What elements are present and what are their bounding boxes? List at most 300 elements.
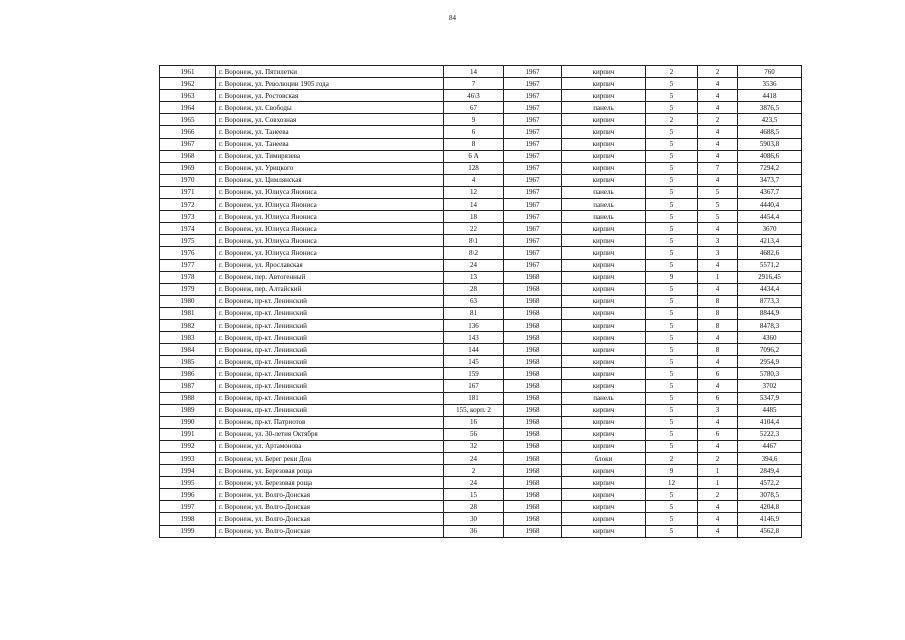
row-number-cell: 1978 <box>160 271 216 283</box>
address-cell: г. Воронеж, пр-кт. Ленинский <box>216 295 444 307</box>
row-number-cell: 1964 <box>160 102 216 114</box>
wall-material-cell: кирпич <box>562 259 646 271</box>
area-cell: 4688,5 <box>738 126 802 138</box>
row-number-cell: 1998 <box>160 513 216 525</box>
row-number-cell: 1982 <box>160 319 216 331</box>
floors-cell: 5 <box>646 295 698 307</box>
entrances-cell: 4 <box>698 513 738 525</box>
wall-material-cell: кирпич <box>562 428 646 440</box>
table-row <box>160 489 802 501</box>
row-number-cell: 1968 <box>160 150 216 162</box>
address-cell: г. Воронеж, ул. Волго-Донская <box>216 513 444 525</box>
table-row <box>160 368 802 380</box>
wall-material-cell: кирпич <box>562 126 646 138</box>
wall-material-cell: кирпич <box>562 114 646 126</box>
wall-material-cell: панель <box>562 199 646 211</box>
row-number-cell: 1992 <box>160 440 216 452</box>
entrances-cell: 4 <box>698 525 738 537</box>
house-number-cell: 56 <box>444 428 504 440</box>
row-number-cell: 1974 <box>160 223 216 235</box>
area-cell: 2954,9 <box>738 356 802 368</box>
house-number-cell: 24 <box>444 477 504 489</box>
row-number-cell: 1994 <box>160 465 216 477</box>
house-number-cell: 128 <box>444 162 504 174</box>
row-number-cell: 1997 <box>160 501 216 513</box>
table-row <box>160 307 802 319</box>
area-cell: 5780,3 <box>738 368 802 380</box>
table-body <box>160 66 802 538</box>
house-number-cell: 167 <box>444 380 504 392</box>
row-number-cell: 1996 <box>160 489 216 501</box>
build-year-cell: 1968 <box>504 513 562 525</box>
entrances-cell: 5 <box>698 211 738 223</box>
wall-material-cell: кирпич <box>562 332 646 344</box>
floors-cell: 5 <box>646 525 698 537</box>
wall-material-cell: кирпич <box>562 319 646 331</box>
wall-material-cell: кирпич <box>562 465 646 477</box>
wall-material-cell: кирпич <box>562 223 646 235</box>
house-number-cell: 9 <box>444 114 504 126</box>
table-row <box>160 283 802 295</box>
house-number-cell: 28 <box>444 501 504 513</box>
entrances-cell: 4 <box>698 416 738 428</box>
area-cell: 4562,8 <box>738 525 802 537</box>
entrances-cell: 3 <box>698 235 738 247</box>
wall-material-cell: кирпич <box>562 416 646 428</box>
table-row <box>160 380 802 392</box>
build-year-cell: 1968 <box>504 392 562 404</box>
table-row <box>160 162 802 174</box>
floors-cell: 5 <box>646 356 698 368</box>
build-year-cell: 1967 <box>504 186 562 198</box>
entrances-cell: 5 <box>698 186 738 198</box>
build-year-cell: 1967 <box>504 138 562 150</box>
entrances-cell: 8 <box>698 344 738 356</box>
build-year-cell: 1968 <box>504 416 562 428</box>
entrances-cell: 4 <box>698 150 738 162</box>
house-number-cell: 143 <box>444 332 504 344</box>
address-cell: г. Воронеж, пр-кт. Патриотов <box>216 416 444 428</box>
table-row <box>160 102 802 114</box>
entrances-cell: 5 <box>698 199 738 211</box>
address-cell: г. Воронеж, пр-кт. Ленинский <box>216 380 444 392</box>
area-cell: 4682,6 <box>738 247 802 259</box>
row-number-cell: 1987 <box>160 380 216 392</box>
table-row <box>160 78 802 90</box>
table-row <box>160 453 802 465</box>
build-year-cell: 1967 <box>504 66 562 78</box>
build-year-cell: 1967 <box>504 235 562 247</box>
floors-cell: 5 <box>646 404 698 416</box>
house-number-cell: 14 <box>444 199 504 211</box>
floors-cell: 5 <box>646 211 698 223</box>
row-number-cell: 1986 <box>160 368 216 380</box>
row-number-cell: 1990 <box>160 416 216 428</box>
house-number-cell: 28 <box>444 283 504 295</box>
wall-material-cell: кирпич <box>562 307 646 319</box>
build-year-cell: 1968 <box>504 295 562 307</box>
entrances-cell: 3 <box>698 247 738 259</box>
floors-cell: 5 <box>646 90 698 102</box>
entrances-cell: 6 <box>698 428 738 440</box>
table-row <box>160 332 802 344</box>
floors-cell: 5 <box>646 162 698 174</box>
build-year-cell: 1967 <box>504 90 562 102</box>
table-row <box>160 428 802 440</box>
address-cell: г. Воронеж, ул. Артамонова <box>216 440 444 452</box>
build-year-cell: 1968 <box>504 501 562 513</box>
floors-cell: 5 <box>646 319 698 331</box>
area-cell: 5571,2 <box>738 259 802 271</box>
area-cell: 4086,6 <box>738 150 802 162</box>
floors-cell: 5 <box>646 223 698 235</box>
table-row <box>160 465 802 477</box>
address-cell: г. Воронеж, пр-кт. Ленинский <box>216 368 444 380</box>
house-number-cell: 14 <box>444 66 504 78</box>
build-year-cell: 1967 <box>504 150 562 162</box>
build-year-cell: 1968 <box>504 344 562 356</box>
table-row <box>160 150 802 162</box>
house-number-cell: 12 <box>444 186 504 198</box>
floors-cell: 5 <box>646 392 698 404</box>
house-number-cell: 32 <box>444 440 504 452</box>
row-number-cell: 1995 <box>160 477 216 489</box>
wall-material-cell: кирпич <box>562 501 646 513</box>
build-year-cell: 1967 <box>504 174 562 186</box>
area-cell: 7294,2 <box>738 162 802 174</box>
house-number-cell: 81 <box>444 307 504 319</box>
area-cell: 4454,4 <box>738 211 802 223</box>
area-cell: 4434,4 <box>738 283 802 295</box>
wall-material-cell: кирпич <box>562 513 646 525</box>
area-cell: 4440,4 <box>738 199 802 211</box>
area-cell: 4467 <box>738 440 802 452</box>
row-number-cell: 1975 <box>160 235 216 247</box>
house-number-cell: 24 <box>444 259 504 271</box>
table-row <box>160 477 802 489</box>
table-row <box>160 199 802 211</box>
entrances-cell: 4 <box>698 138 738 150</box>
build-year-cell: 1967 <box>504 126 562 138</box>
row-number-cell: 1971 <box>160 186 216 198</box>
area-cell: 4572,2 <box>738 477 802 489</box>
area-cell: 4360 <box>738 332 802 344</box>
house-number-cell: 155, корп. 2 <box>444 404 504 416</box>
table-row <box>160 440 802 452</box>
table-row <box>160 392 802 404</box>
row-number-cell: 1962 <box>160 78 216 90</box>
row-number-cell: 1973 <box>160 211 216 223</box>
address-cell: г. Воронеж, пр-кт. Ленинский <box>216 404 444 416</box>
row-number-cell: 1967 <box>160 138 216 150</box>
build-year-cell: 1968 <box>504 477 562 489</box>
area-cell: 2916,45 <box>738 271 802 283</box>
entrances-cell: 4 <box>698 126 738 138</box>
build-year-cell: 1968 <box>504 307 562 319</box>
area-cell: 394,6 <box>738 453 802 465</box>
wall-material-cell: кирпич <box>562 150 646 162</box>
table-row <box>160 90 802 102</box>
entrances-cell: 1 <box>698 271 738 283</box>
floors-cell: 12 <box>646 477 698 489</box>
table-row <box>160 114 802 126</box>
area-cell: 5347,9 <box>738 392 802 404</box>
address-cell: г. Воронеж, пр-кт. Ленинский <box>216 344 444 356</box>
row-number-cell: 1993 <box>160 453 216 465</box>
house-number-cell: 159 <box>444 368 504 380</box>
page-number: 84 <box>449 14 456 22</box>
entrances-cell: 3 <box>698 404 738 416</box>
address-cell: г. Воронеж, ул. Урицкого <box>216 162 444 174</box>
table-row <box>160 211 802 223</box>
address-cell: г. Воронеж, ул. Юлиуса Янониса <box>216 199 444 211</box>
wall-material-cell: кирпич <box>562 477 646 489</box>
area-cell: 4485 <box>738 404 802 416</box>
address-cell: г. Воронеж, ул. Юлиуса Янониса <box>216 223 444 235</box>
wall-material-cell: кирпич <box>562 138 646 150</box>
row-number-cell: 1991 <box>160 428 216 440</box>
address-cell: г. Воронеж, пр-кт. Ленинский <box>216 356 444 368</box>
table-row <box>160 416 802 428</box>
floors-cell: 5 <box>646 259 698 271</box>
floors-cell: 5 <box>646 428 698 440</box>
wall-material-cell: кирпич <box>562 404 646 416</box>
entrances-cell: 8 <box>698 295 738 307</box>
area-cell: 2849,4 <box>738 465 802 477</box>
build-year-cell: 1968 <box>504 332 562 344</box>
floors-cell: 5 <box>646 440 698 452</box>
area-cell: 4367,7 <box>738 186 802 198</box>
wall-material-cell: кирпич <box>562 247 646 259</box>
housing-registry-table <box>159 65 802 538</box>
entrances-cell: 4 <box>698 501 738 513</box>
floors-cell: 5 <box>646 138 698 150</box>
address-cell: г. Воронеж, ул. Свободы <box>216 102 444 114</box>
table-row <box>160 223 802 235</box>
address-cell: г. Воронеж, ул. Танеева <box>216 126 444 138</box>
house-number-cell: 63 <box>444 295 504 307</box>
area-cell: 4204,8 <box>738 501 802 513</box>
row-number-cell: 1965 <box>160 114 216 126</box>
entrances-cell: 4 <box>698 223 738 235</box>
build-year-cell: 1968 <box>504 440 562 452</box>
table-row <box>160 247 802 259</box>
address-cell: г. Воронеж, ул. Ярославская <box>216 259 444 271</box>
table-row <box>160 356 802 368</box>
area-cell: 3876,5 <box>738 102 802 114</box>
area-cell: 3473,7 <box>738 174 802 186</box>
house-number-cell: 6 А <box>444 150 504 162</box>
row-number-cell: 1999 <box>160 525 216 537</box>
row-number-cell: 1985 <box>160 356 216 368</box>
address-cell: г. Воронеж, ул. Ростовская <box>216 90 444 102</box>
area-cell: 3078,5 <box>738 489 802 501</box>
address-cell: г. Воронеж, ул. Юлиуса Янониса <box>216 211 444 223</box>
area-cell: 5222,3 <box>738 428 802 440</box>
entrances-cell: 4 <box>698 380 738 392</box>
floors-cell: 5 <box>646 489 698 501</box>
house-number-cell: 8\1 <box>444 235 504 247</box>
wall-material-cell: панель <box>562 211 646 223</box>
row-number-cell: 1977 <box>160 259 216 271</box>
wall-material-cell: кирпич <box>562 356 646 368</box>
floors-cell: 5 <box>646 102 698 114</box>
row-number-cell: 1980 <box>160 295 216 307</box>
entrances-cell: 6 <box>698 368 738 380</box>
address-cell: г. Воронеж, ул. Совхозная <box>216 114 444 126</box>
row-number-cell: 1981 <box>160 307 216 319</box>
entrances-cell: 4 <box>698 332 738 344</box>
address-cell: г. Воронеж, пр-кт. Ленинский <box>216 319 444 331</box>
house-number-cell: 22 <box>444 223 504 235</box>
area-cell: 8478,3 <box>738 319 802 331</box>
row-number-cell: 1972 <box>160 199 216 211</box>
build-year-cell: 1968 <box>504 525 562 537</box>
address-cell: г. Воронеж, пер. Алтайский <box>216 283 444 295</box>
entrances-cell: 4 <box>698 356 738 368</box>
house-number-cell: 30 <box>444 513 504 525</box>
build-year-cell: 1968 <box>504 404 562 416</box>
table-row <box>160 259 802 271</box>
floors-cell: 5 <box>646 150 698 162</box>
floors-cell: 5 <box>646 501 698 513</box>
address-cell: г. Воронеж, ул. Цимлянская <box>216 174 444 186</box>
area-cell: 3670 <box>738 223 802 235</box>
floors-cell: 5 <box>646 307 698 319</box>
entrances-cell: 2 <box>698 66 738 78</box>
address-cell: г. Воронеж, ул. Березовая роща <box>216 465 444 477</box>
wall-material-cell: кирпич <box>562 162 646 174</box>
address-cell: г. Воронеж, ул. Юлиуса Янониса <box>216 235 444 247</box>
area-cell: 8773,3 <box>738 295 802 307</box>
house-number-cell: 18 <box>444 211 504 223</box>
floors-cell: 5 <box>646 186 698 198</box>
table-row <box>160 525 802 537</box>
address-cell: г. Воронеж, пр-кт. Ленинский <box>216 307 444 319</box>
address-cell: г. Воронеж, ул. 30-летия Октября <box>216 428 444 440</box>
build-year-cell: 1968 <box>504 380 562 392</box>
area-cell: 5903,8 <box>738 138 802 150</box>
row-number-cell: 1976 <box>160 247 216 259</box>
row-number-cell: 1966 <box>160 126 216 138</box>
floors-cell: 2 <box>646 66 698 78</box>
address-cell: г. Воронеж, ул. Волго-Донская <box>216 501 444 513</box>
build-year-cell: 1967 <box>504 223 562 235</box>
address-cell: г. Воронеж, ул. Юлиуса Янониса <box>216 186 444 198</box>
wall-material-cell: кирпич <box>562 380 646 392</box>
address-cell: г. Воронеж, ул. Тимирязева <box>216 150 444 162</box>
build-year-cell: 1967 <box>504 211 562 223</box>
area-cell: 8844,9 <box>738 307 802 319</box>
floors-cell: 5 <box>646 344 698 356</box>
entrances-cell: 4 <box>698 90 738 102</box>
floors-cell: 5 <box>646 174 698 186</box>
row-number-cell: 1983 <box>160 332 216 344</box>
wall-material-cell: кирпич <box>562 283 646 295</box>
floors-cell: 5 <box>646 416 698 428</box>
table-row <box>160 295 802 307</box>
build-year-cell: 1967 <box>504 247 562 259</box>
address-cell: г. Воронеж, пер. Автогенный <box>216 271 444 283</box>
table-row <box>160 138 802 150</box>
entrances-cell: 4 <box>698 78 738 90</box>
area-cell: 4146,9 <box>738 513 802 525</box>
address-cell: г. Воронеж, пр-кт. Ленинский <box>216 392 444 404</box>
table-row <box>160 319 802 331</box>
address-cell: г. Воронеж, ул. Березовая роща <box>216 477 444 489</box>
address-cell: г. Воронеж, ул. Пятилетки <box>216 66 444 78</box>
build-year-cell: 1968 <box>504 319 562 331</box>
address-cell: г. Воронеж, ул. Юлиуса Янониса <box>216 247 444 259</box>
row-number-cell: 1979 <box>160 283 216 295</box>
row-number-cell: 1984 <box>160 344 216 356</box>
house-number-cell: 8\2 <box>444 247 504 259</box>
floors-cell: 5 <box>646 513 698 525</box>
build-year-cell: 1968 <box>504 453 562 465</box>
floors-cell: 2 <box>646 453 698 465</box>
entrances-cell: 2 <box>698 453 738 465</box>
floors-cell: 5 <box>646 332 698 344</box>
area-cell: 3536 <box>738 78 802 90</box>
build-year-cell: 1967 <box>504 102 562 114</box>
row-number-cell: 1988 <box>160 392 216 404</box>
entrances-cell: 7 <box>698 162 738 174</box>
floors-cell: 2 <box>646 114 698 126</box>
area-cell: 423,5 <box>738 114 802 126</box>
address-cell: г. Воронеж, ул. Берег реки Дон <box>216 453 444 465</box>
row-number-cell: 1963 <box>160 90 216 102</box>
area-cell: 4213,4 <box>738 235 802 247</box>
build-year-cell: 1968 <box>504 356 562 368</box>
house-number-cell: 144 <box>444 344 504 356</box>
wall-material-cell: кирпич <box>562 368 646 380</box>
house-number-cell: 16 <box>444 416 504 428</box>
entrances-cell: 4 <box>698 440 738 452</box>
wall-material-cell: кирпич <box>562 295 646 307</box>
house-number-cell: 145 <box>444 356 504 368</box>
house-number-cell: 13 <box>444 271 504 283</box>
row-number-cell: 1969 <box>160 162 216 174</box>
build-year-cell: 1967 <box>504 259 562 271</box>
wall-material-cell: кирпич <box>562 489 646 501</box>
address-cell: г. Воронеж, ул. Революции 1905 года <box>216 78 444 90</box>
wall-material-cell: кирпич <box>562 440 646 452</box>
wall-material-cell: панель <box>562 102 646 114</box>
build-year-cell: 1968 <box>504 368 562 380</box>
floors-cell: 9 <box>646 271 698 283</box>
build-year-cell: 1967 <box>504 78 562 90</box>
house-number-cell: 6 <box>444 126 504 138</box>
entrances-cell: 2 <box>698 114 738 126</box>
floors-cell: 5 <box>646 199 698 211</box>
floors-cell: 5 <box>646 368 698 380</box>
row-number-cell: 1989 <box>160 404 216 416</box>
table-row <box>160 501 802 513</box>
wall-material-cell: кирпич <box>562 174 646 186</box>
floors-cell: 5 <box>646 247 698 259</box>
floors-cell: 5 <box>646 380 698 392</box>
table-row <box>160 344 802 356</box>
build-year-cell: 1968 <box>504 489 562 501</box>
build-year-cell: 1967 <box>504 199 562 211</box>
area-cell: 4104,4 <box>738 416 802 428</box>
wall-material-cell: кирпич <box>562 90 646 102</box>
area-cell: 4418 <box>738 90 802 102</box>
build-year-cell: 1967 <box>504 114 562 126</box>
address-cell: г. Воронеж, ул. Волго-Донская <box>216 489 444 501</box>
wall-material-cell: панель <box>562 186 646 198</box>
entrances-cell: 8 <box>698 307 738 319</box>
